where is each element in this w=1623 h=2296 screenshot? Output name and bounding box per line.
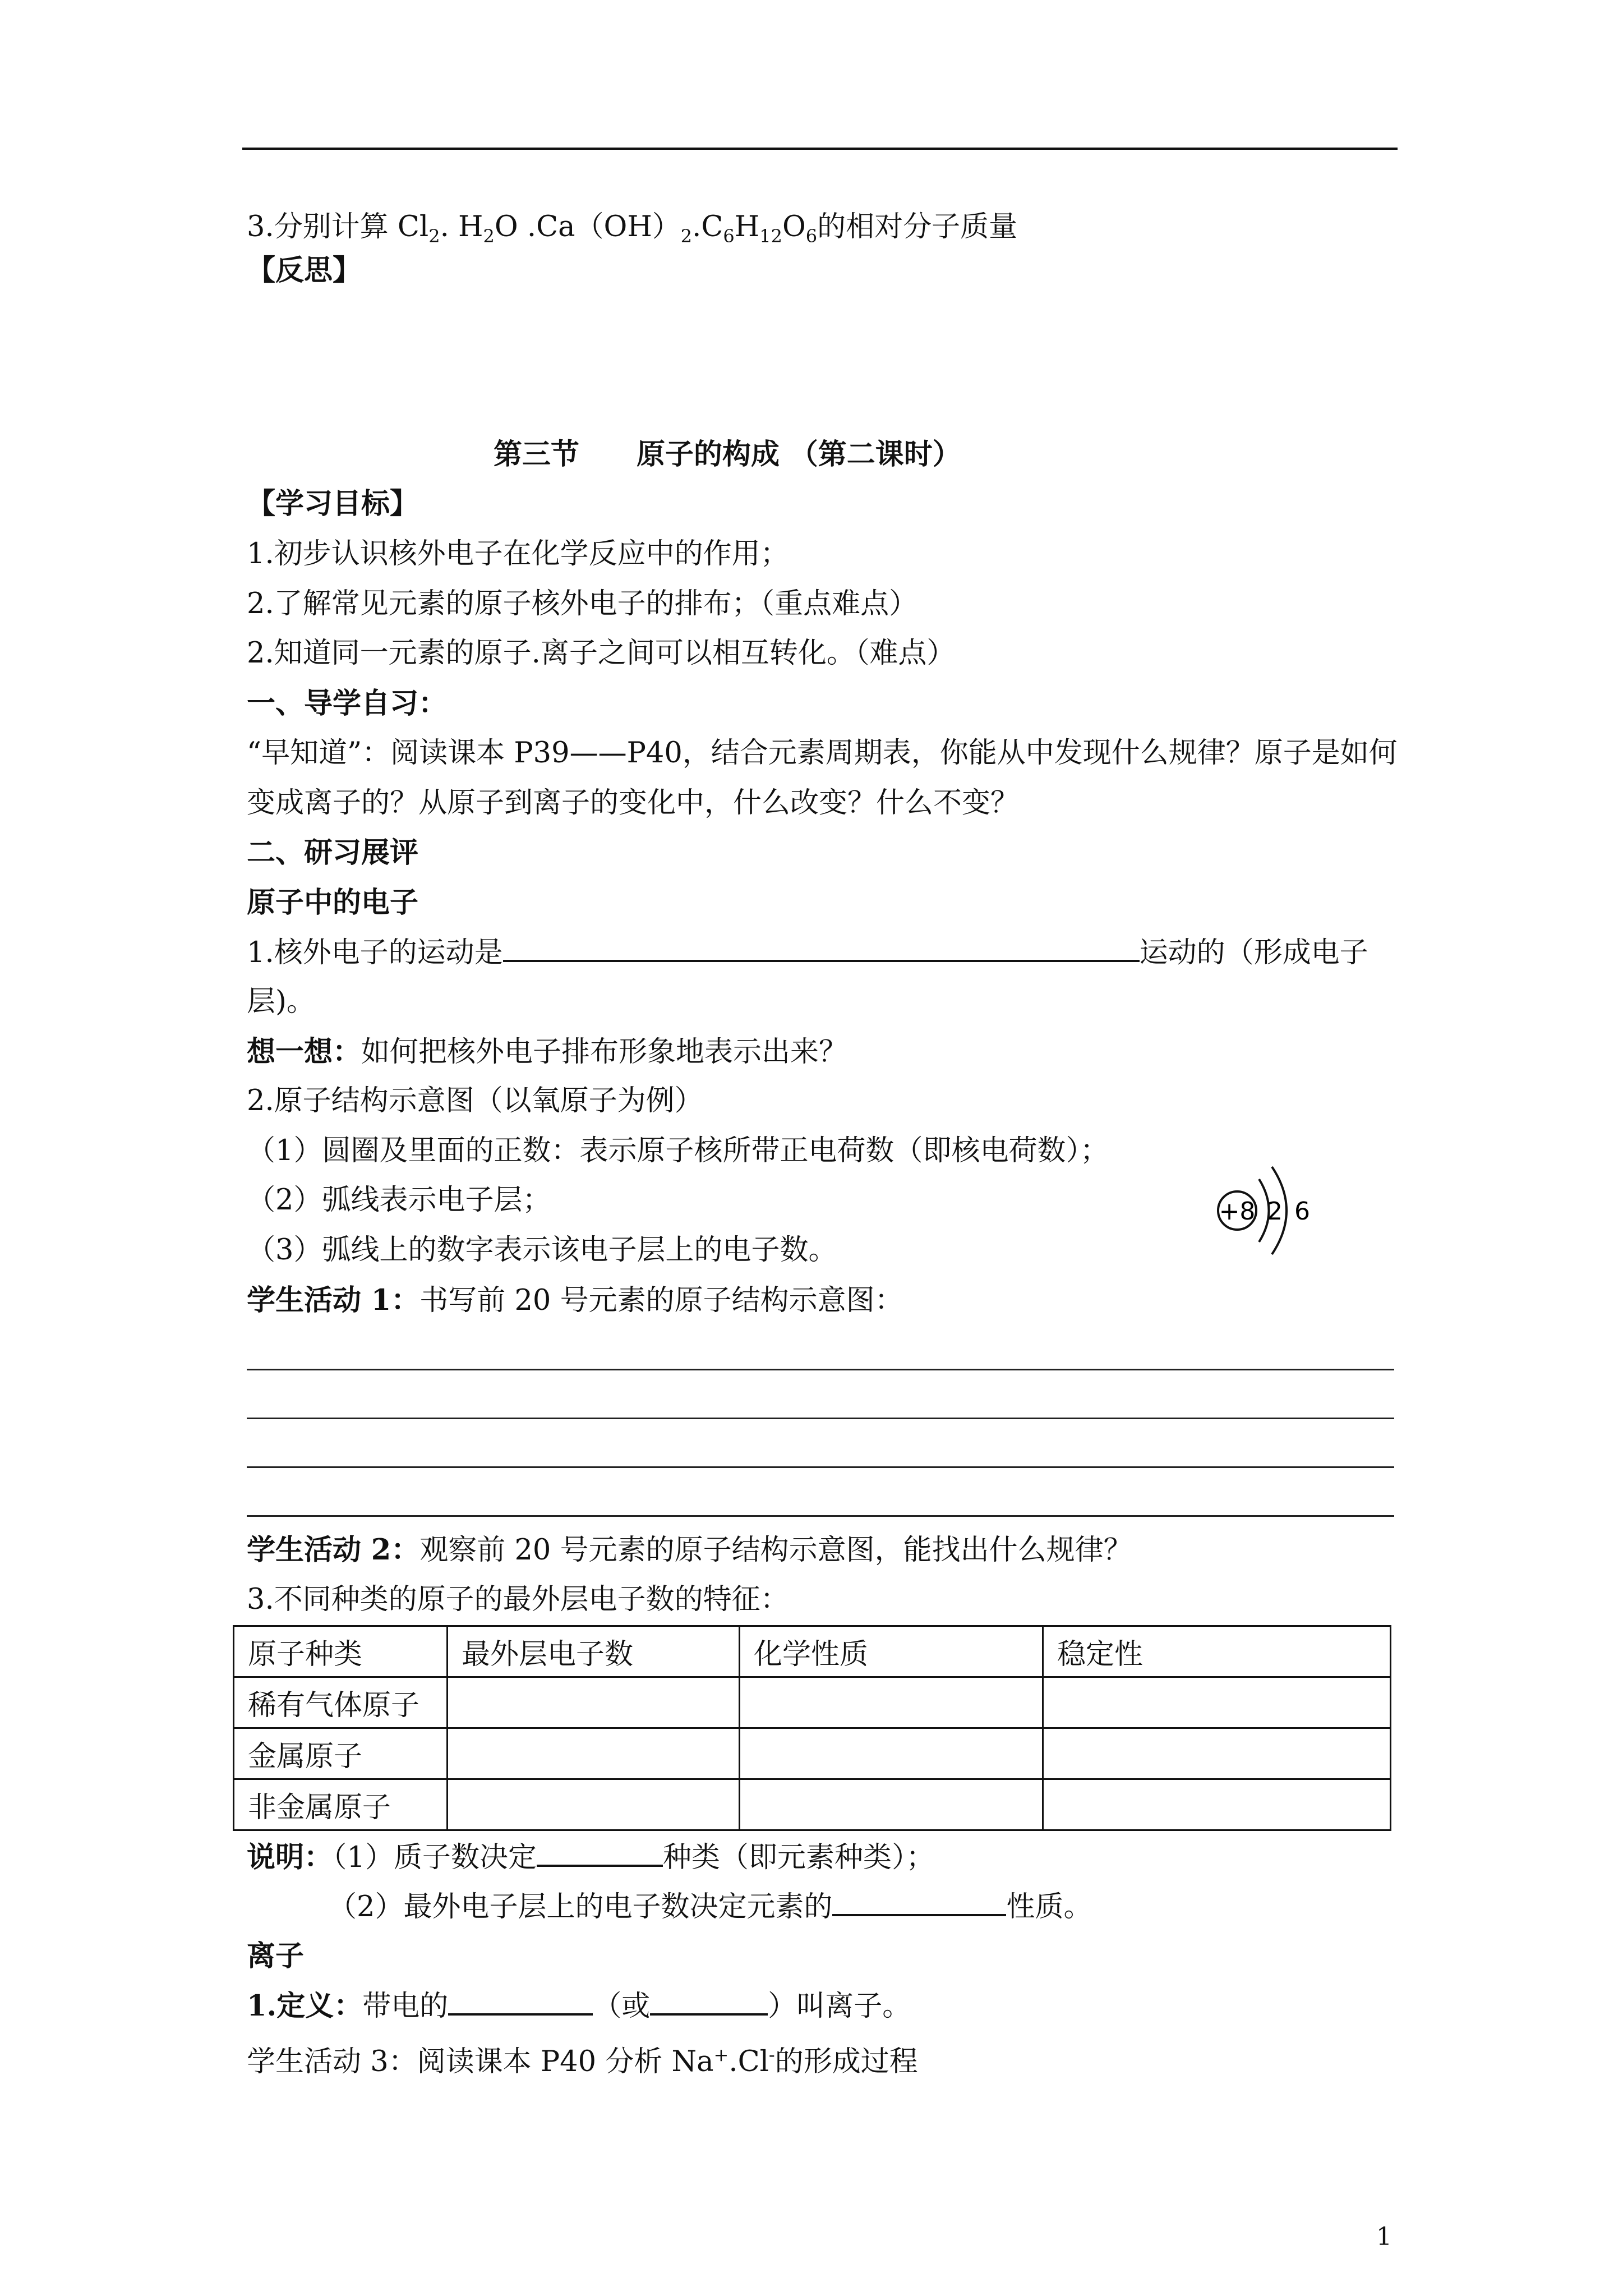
item-2-point-1: （1）圆圈及里面的正数：表示原子核所带正电荷数（即核电荷数）； xyxy=(247,1134,1109,1167)
item-2-point-2: （2）弧线表示电子层； xyxy=(247,1184,551,1217)
row-label: 非金属原子 xyxy=(234,1779,448,1830)
table-cell[interactable] xyxy=(1043,1779,1391,1830)
header-outer-electrons: 最外层电子数 xyxy=(448,1626,740,1677)
table-cell[interactable] xyxy=(740,1779,1043,1830)
answer-line-4[interactable] xyxy=(247,1515,1394,1517)
objective-2: 2.了解常见元素的原子核外电子的排布；（重点难点） xyxy=(247,587,918,620)
atom-types-table xyxy=(233,1625,1391,1831)
section-title: 第三节 原子的构成 （第二课时） xyxy=(494,438,961,471)
activity-3: 学生活动 3：阅读课本 P40 分析 Na+.Cl-的形成过程 xyxy=(247,2044,918,2078)
blank-outer-electron-property[interactable] xyxy=(832,1889,1006,1916)
header-rule xyxy=(242,148,1398,150)
table-row xyxy=(234,1728,1391,1779)
question-3: 3.分别计算 $Cl_2$. $H_2O$ $.Ca(OH)_2.C_6H_{12}O_6$的相对分子质量 xyxy=(247,210,1018,247)
item-1-continued: 层)。 xyxy=(247,985,315,1018)
activity-2: 学生活动 2：观察前 20 号元素的原子结构示意图，能找出什么规律？ xyxy=(247,1533,1132,1567)
blank-proton-determines[interactable] xyxy=(537,1840,663,1867)
table-cell[interactable] xyxy=(1043,1677,1391,1728)
ion-definition: 1.定义：带电的 （或 ）叫离子。 xyxy=(247,1989,911,2023)
item-1: 1.核外电子的运动是 运动的（形成电子 xyxy=(247,936,1368,969)
ion-heading: 离子 xyxy=(247,1939,305,1973)
header-chemical-property: 化学性质 xyxy=(740,1626,1043,1677)
table-cell[interactable] xyxy=(1043,1728,1391,1779)
reflection-heading: 【反思】 xyxy=(247,254,362,287)
think-prompt: 想一想：如何把核外电子排布形象地表示出来？ xyxy=(247,1035,848,1069)
objective-1: 1.初步认识核外电子在化学反应中的作用； xyxy=(247,537,789,570)
oxygen-atom-diagram xyxy=(1211,1156,1324,1268)
objective-3: 2.知道同一元素的原子.离子之间可以相互转化。（难点） xyxy=(247,637,956,670)
table-header-row xyxy=(234,1626,1391,1677)
row-label: 金属原子 xyxy=(234,1728,448,1779)
shell-2-count: 6 xyxy=(1294,1197,1310,1226)
blank-alternative[interactable] xyxy=(650,1989,768,2016)
activity-1: 学生活动 1：书写前 20 号元素的原子结构示意图： xyxy=(247,1283,903,1317)
blank-charged-particle[interactable] xyxy=(448,1989,593,2016)
page-number: 1 xyxy=(1376,2223,1392,2251)
answer-line-1[interactable] xyxy=(247,1369,1394,1370)
electrons-subheading: 原子中的电子 xyxy=(247,886,419,919)
guide-paragraph-2: 变成离子的？从原子到离子的变化中，什么改变？什么不变？ xyxy=(247,786,1020,820)
blank-electron-motion[interactable] xyxy=(503,935,1140,962)
answer-line-2[interactable] xyxy=(247,1418,1394,1419)
header-stability: 稳定性 xyxy=(1043,1626,1391,1677)
study-heading: 二、研习展评 xyxy=(247,836,419,869)
table-cell[interactable] xyxy=(740,1728,1043,1779)
row-label: 稀有气体原子 xyxy=(234,1677,448,1728)
guide-heading: 一、导学自习： xyxy=(247,687,448,720)
nucleus-charge: +8 xyxy=(1219,1197,1256,1226)
answer-line-3[interactable] xyxy=(247,1466,1394,1468)
guide-paragraph-1: “早知道”：阅读课本 P39——P40，结合元素周期表，你能从中发现什么规律？原子是如何 xyxy=(247,737,1398,770)
item-3: 3.不同种类的原子的最外层电子数的特征： xyxy=(247,1583,789,1616)
table-row xyxy=(234,1677,1391,1728)
item-2-point-3: （3）弧线上的数字表示该电子层上的电子数。 xyxy=(247,1234,837,1267)
table-cell[interactable] xyxy=(740,1677,1043,1728)
table-cell[interactable] xyxy=(448,1779,740,1830)
shell-1-count: 2 xyxy=(1267,1197,1283,1226)
objectives-heading: 【学习目标】 xyxy=(247,487,419,521)
note-line-1: 说明：（1）质子数决定 种类（即元素种类）； xyxy=(247,1841,935,1874)
table-cell[interactable] xyxy=(448,1728,740,1779)
item-2-title: 2.原子结构示意图（以氧原子为例） xyxy=(247,1084,703,1117)
table-cell[interactable] xyxy=(448,1677,740,1728)
note-line-2: （2）最外电子层上的电子数决定元素的 性质。 xyxy=(328,1890,1092,1924)
header-atom-type: 原子种类 xyxy=(234,1626,448,1677)
table-row xyxy=(234,1779,1391,1830)
